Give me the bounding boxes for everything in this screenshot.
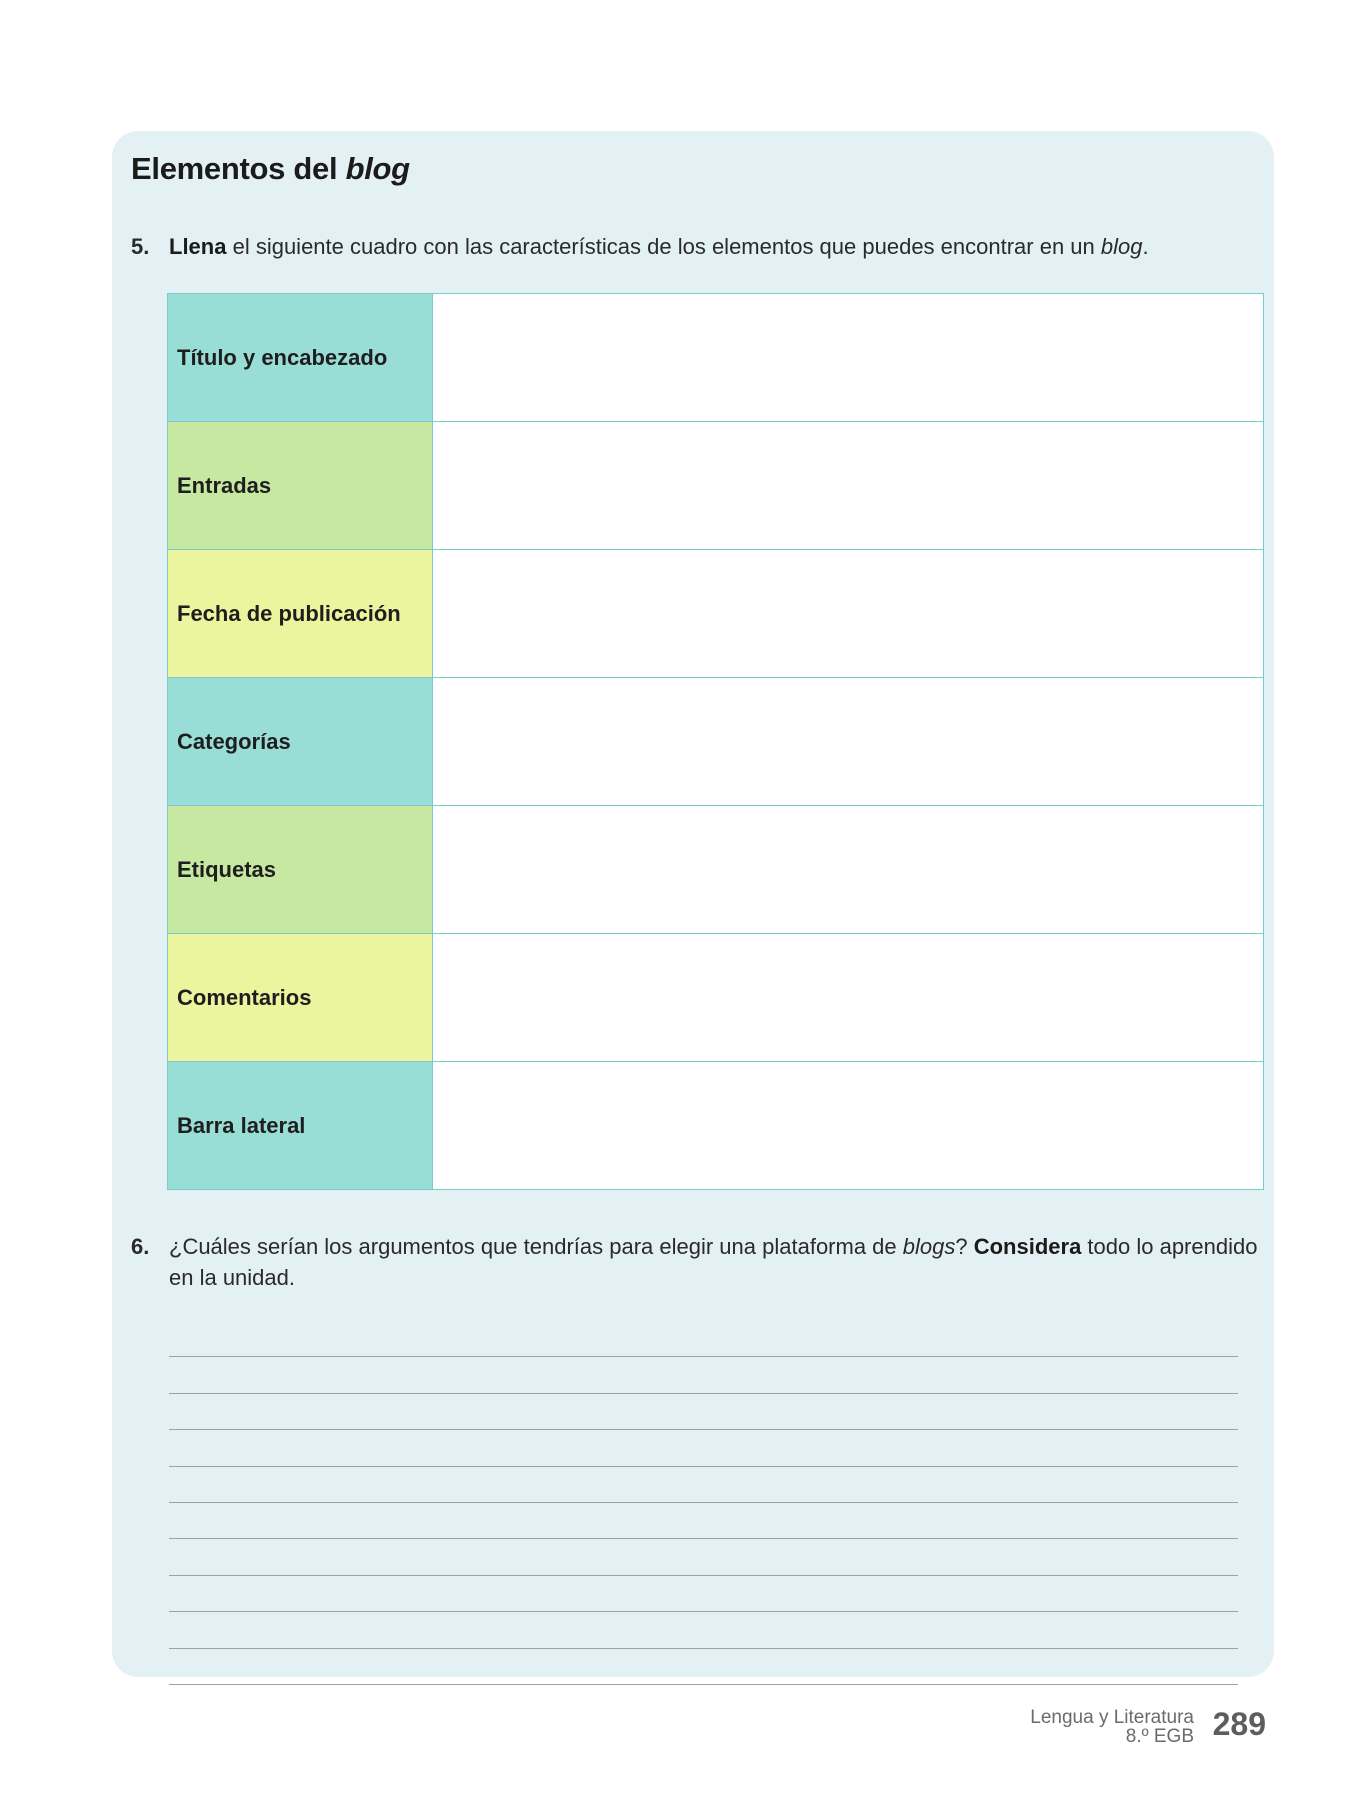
answer-cell[interactable] [433,1062,1264,1190]
table-row [168,1062,1264,1190]
section-title: Elementos del blog [131,151,410,186]
blog-elements-table [167,293,1264,1190]
answer-cell[interactable] [433,934,1264,1062]
section-title-italic: blog [345,151,410,186]
table-row [168,422,1264,550]
footer-subject [1030,1708,1194,1746]
write-line[interactable] [169,1467,1238,1503]
question-6 [131,1231,1271,1293]
write-line[interactable] [169,1321,1238,1357]
row-label: Título y encabezado [168,294,433,422]
table-row [168,934,1264,1062]
row-label: Etiquetas [168,806,433,934]
write-line[interactable] [169,1503,1238,1539]
table-row [168,678,1264,806]
write-line[interactable] [169,1394,1238,1430]
question-text: ¿Cuáles serían los argumentos que tendrías para elegir una plataforma de blogs? Considera todo lo aprendido en la unidad. [169,1234,1258,1290]
row-label: Comentarios [168,934,433,1062]
write-line[interactable] [169,1539,1238,1575]
question-number: 6. [131,1234,150,1259]
answer-cell[interactable] [433,550,1264,678]
page-number: 289 [1212,1706,1266,1742]
answer-cell[interactable] [433,294,1264,422]
write-line[interactable] [169,1357,1238,1393]
answer-lines[interactable] [169,1321,1238,1685]
write-line[interactable] [169,1430,1238,1466]
row-label: Categorías [168,678,433,806]
answer-cell[interactable] [433,678,1264,806]
write-line[interactable] [169,1612,1238,1648]
table-row [168,294,1264,422]
row-label: Entradas [168,422,433,550]
answer-cell[interactable] [433,422,1264,550]
write-line[interactable] [169,1576,1238,1612]
write-line[interactable] [169,1649,1238,1685]
table-row [168,806,1264,934]
grade-level: 8.º EGB [1125,1726,1194,1747]
question-5 [131,231,1241,262]
row-label: Barra lateral [168,1062,433,1190]
subject-name: Lengua y Literatura [1030,1707,1194,1728]
table-row [168,550,1264,678]
question-text: Llena el siguiente cuadro con las características de los elementos que puedes encontrar en un blog. [169,234,1149,259]
activity-panel [112,131,1274,1677]
question-number: 5. [131,234,150,259]
row-label: Fecha de publicación [168,550,433,678]
answer-cell[interactable] [433,806,1264,934]
